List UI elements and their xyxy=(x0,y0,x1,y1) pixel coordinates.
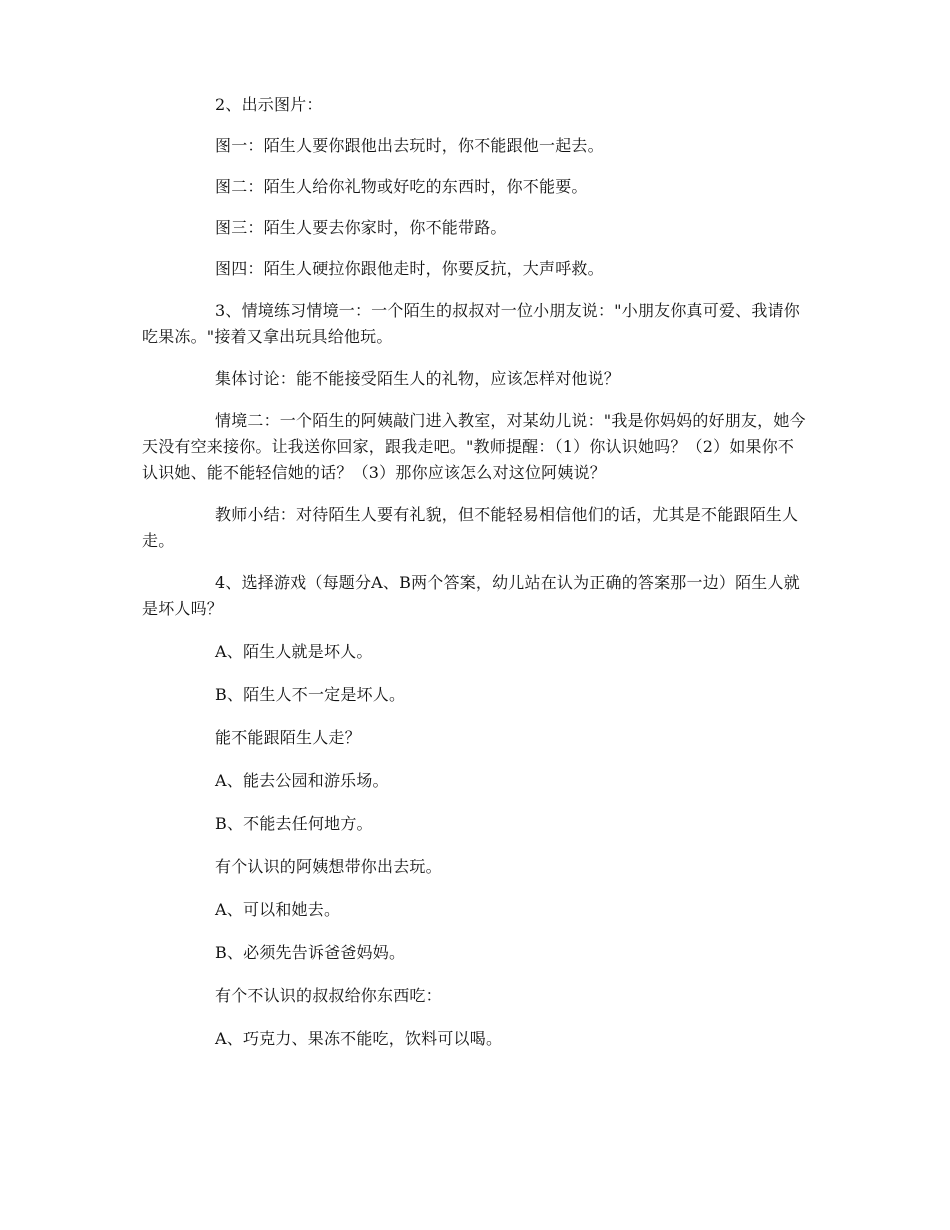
paragraph-picture-2: 图二：陌生人给你礼物或好吃的东西时，你不能要。 xyxy=(215,177,588,196)
answer-b-tell-parents: B、必须先告诉爸爸妈妈。 xyxy=(215,943,406,962)
answer-a-strangers-bad: A、陌生人就是坏人。 xyxy=(215,642,373,661)
answer-b-no-place: B、不能去任何地方。 xyxy=(215,814,373,833)
paragraph-situation-2: 情境二：一个陌生的阿姨敲门进入教室，对某幼儿说："我是你妈妈的好朋友，她今天没有空来接你。让我送你回家，跟我走吧。"教师提醒：（1）你认识她吗？（2）如果你不认识她、能不能轻信她的话？（3）那你应该怎么对这位阿姨说？ xyxy=(142,411,806,482)
question-known-aunt: 有个认识的阿姨想带你出去玩。 xyxy=(215,857,442,876)
answer-a-park-playground: A、能去公园和游乐场。 xyxy=(215,771,389,790)
answer-a-chocolate-jelly-drink: A、巧克力、果冻不能吃，饮料可以喝。 xyxy=(215,1029,503,1048)
paragraph-show-pictures: 2、出示图片： xyxy=(215,95,323,114)
paragraph-choice-game: 4、选择游戏（每题分A、B两个答案，幼儿站在认为正确的答案那一边）陌生人就是坏人吗？ xyxy=(142,573,800,618)
question-unknown-uncle-food: 有个不认识的叔叔给你东西吃： xyxy=(215,986,442,1005)
question-follow-stranger: 能不能跟陌生人走？ xyxy=(215,728,361,747)
answer-b-strangers-not-necessarily-bad: B、陌生人不一定是坏人。 xyxy=(215,685,406,704)
paragraph-teacher-summary: 教师小结：对待陌生人要有礼貌，但不能轻易相信他们的话，尤其是不能跟陌生人走。 xyxy=(142,505,799,550)
answer-a-go-with-her: A、可以和她去。 xyxy=(215,900,341,919)
document-body xyxy=(142,92,810,1052)
paragraph-picture-4: 图四：陌生人硬拉你跟他走时，你要反抗，大声呼救。 xyxy=(215,259,604,278)
paragraph-group-discussion: 集体讨论：能不能接受陌生人的礼物，应该怎样对他说？ xyxy=(215,369,621,388)
paragraph-picture-3: 图三：陌生人要去你家时，你不能带路。 xyxy=(215,218,507,237)
paragraph-picture-1: 图一：陌生人要你跟他出去玩时，你不能跟他一起去。 xyxy=(215,136,604,155)
paragraph-situation-1: 3、情境练习情境一：一个陌生的叔叔对一位小朋友说："小朋友你真可爱、我请你吃果冻。"接着又拿出玩具给他玩。 xyxy=(142,301,800,346)
